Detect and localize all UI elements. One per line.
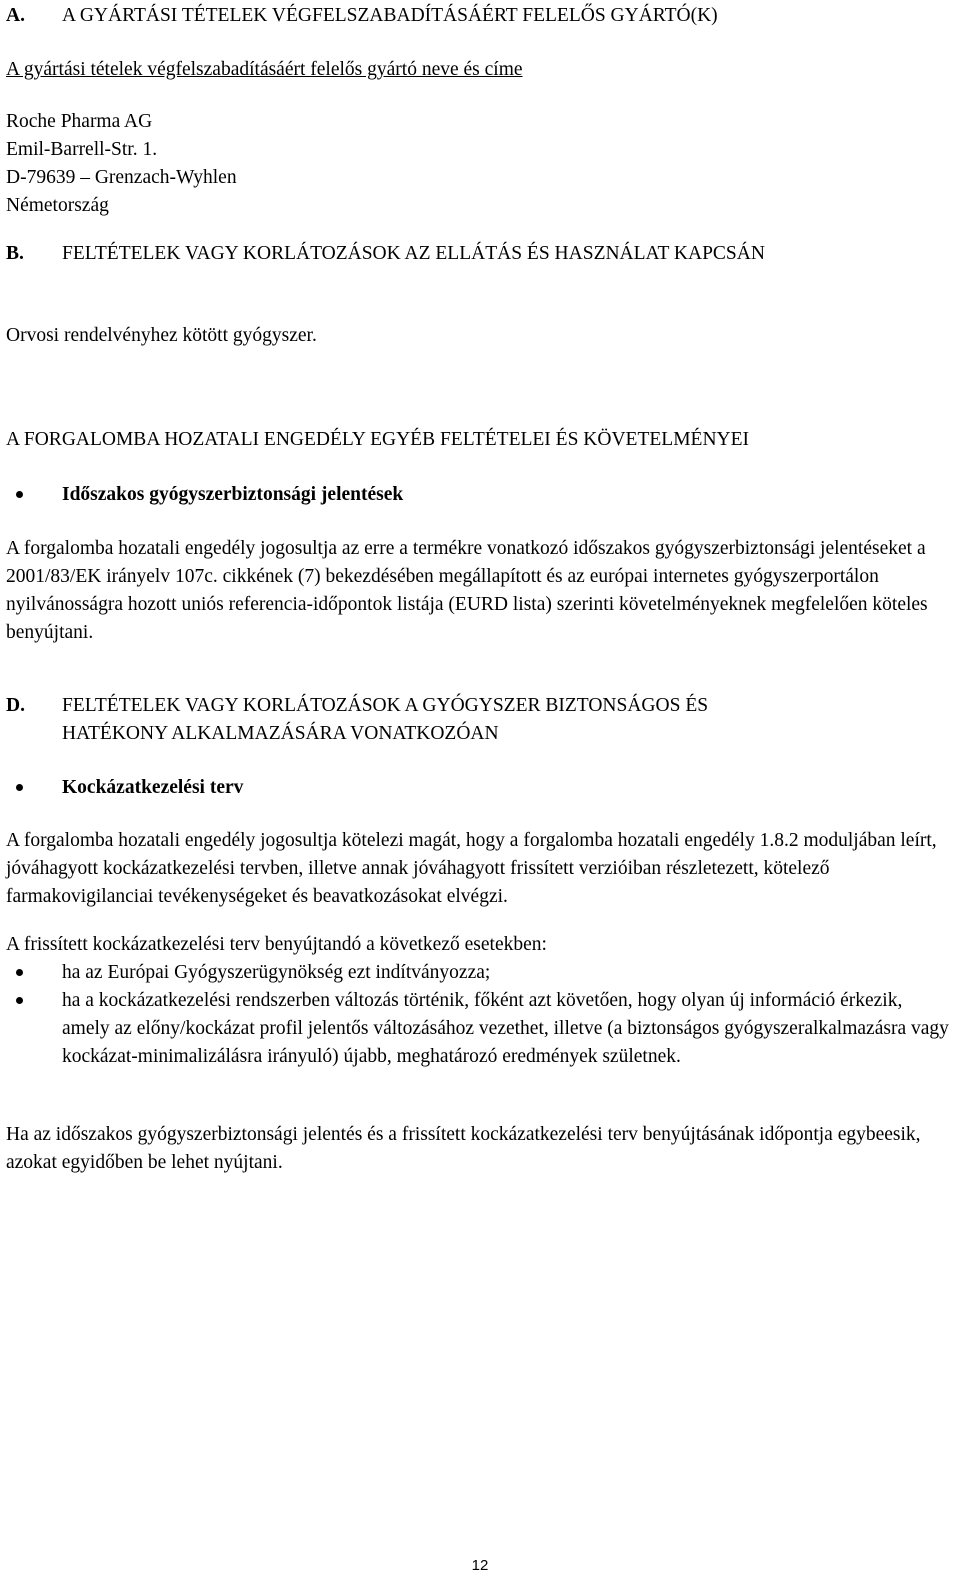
rmp-case-text: ha a kockázatkezelési rendszerben változás történik, főként azt követően, hogy olyan új információ érkezik, amely az előny/kockázat profil jelentős változásához vezethet, illetve (a biztonságos gyógyszeralkalmazásra vagy kockázat-minimalizálásra irányuló) újabb, meghatározó eredmények születnek. (62, 990, 949, 1067)
address-line: Németország (6, 195, 109, 216)
rmp-case-text: ha az Európai Gyógyszerügynökség ezt indítványozza; (62, 962, 491, 983)
rmp-paragraph: A forgalomba hozatali engedély jogosultja kötelezi magát, hogy a forgalomba hozatali engedély 1.8.2 moduljában leírt, jóváhagyott kockázatkezelési tervben, illetve annak jóváhagyott frissített verzióiban részletezett, kötelező farmakovigilanciai tevékenységeket és beavatkozásokat elvégzi. (6, 830, 937, 907)
manufacturer-subtitle: A gyártási tételek végfelszabadításáért felelős gyártó neve és címe (6, 59, 523, 80)
prescription-note: Orvosi rendelvényhez kötött gyógyszer. (6, 325, 317, 346)
section-a-heading (6, 2, 950, 30)
bullet-dot-icon (6, 959, 62, 987)
section-b-title: FELTÉTELEK VAGY KORLÁTOZÁSOK AZ ELLÁTÁS ÉS HASZNÁLAT KAPCSÁN (62, 243, 765, 264)
rmp-bullet (6, 774, 950, 802)
section-c-title: A FORGALOMBA HOZATALI ENGEDÉLY EGYÉB FELTÉTELEI ÉS KÖVETELMÉNYEI (6, 429, 750, 450)
section-d-heading (6, 692, 950, 748)
section-b-heading (6, 240, 950, 268)
section-d-title-line: FELTÉTELEK VAGY KORLÁTOZÁSOK A GYÓGYSZER BIZTONSÁGOS ÉS (62, 695, 709, 716)
section-d-title-line: HATÉKONY ALKALMAZÁSÁRA VONATKOZÓAN (62, 723, 499, 744)
section-b-letter: B. (6, 243, 24, 264)
address-line: Roche Pharma AG (6, 111, 153, 132)
submission-paragraph: Ha az időszakos gyógyszerbiztonsági jelentés és a frissített kockázatkezelési terv benyújtásának időpontja egybeesik, azokat egyidőben be lehet nyújtani. (6, 1124, 921, 1173)
rmp-update-intro: A frissített kockázatkezelési terv benyújtandó a következő esetekben: (6, 934, 547, 955)
manufacturer-address (6, 108, 950, 220)
address-line: D-79639 – Grenzach-Wyhlen (6, 167, 237, 188)
section-d-title (62, 692, 950, 748)
section-a-letter: A. (6, 5, 25, 26)
bullet-dot-icon (6, 481, 62, 509)
section-a-title: A GYÁRTÁSI TÉTELEK VÉGFELSZABADÍTÁSÁÉRT FELELŐS GYÁRTÓ(K) (62, 5, 718, 26)
psur-paragraph: A forgalomba hozatali engedély jogosultja az erre a termékre vonatkozó időszakos gyógyszerbiztonsági jelentéseket a 2001/83/EK irányelv 107c. cikkének (7) bekezdésében megállapított és az európai internetes gyógyszerportálon nyilvánosságra hozott uniós referencia-időpontok listája (EURD lista) szerinti követelményeknek megfelelően köteles benyújtani. (6, 538, 928, 643)
rmp-case-item (6, 959, 950, 987)
section-c-heading (6, 426, 950, 454)
rmp-subheading: Kockázatkezelési terv (62, 777, 244, 798)
page-number: 12 (471, 1557, 489, 1574)
rmp-case-item (6, 987, 950, 1071)
bullet-dot-icon (6, 987, 62, 1071)
bullet-dot-icon (6, 774, 62, 802)
psur-subheading: Időszakos gyógyszerbiztonsági jelentések (62, 484, 404, 505)
address-line: Emil-Barrell-Str. 1. (6, 139, 158, 160)
psur-bullet (6, 481, 950, 509)
section-d-letter: D. (6, 695, 25, 716)
